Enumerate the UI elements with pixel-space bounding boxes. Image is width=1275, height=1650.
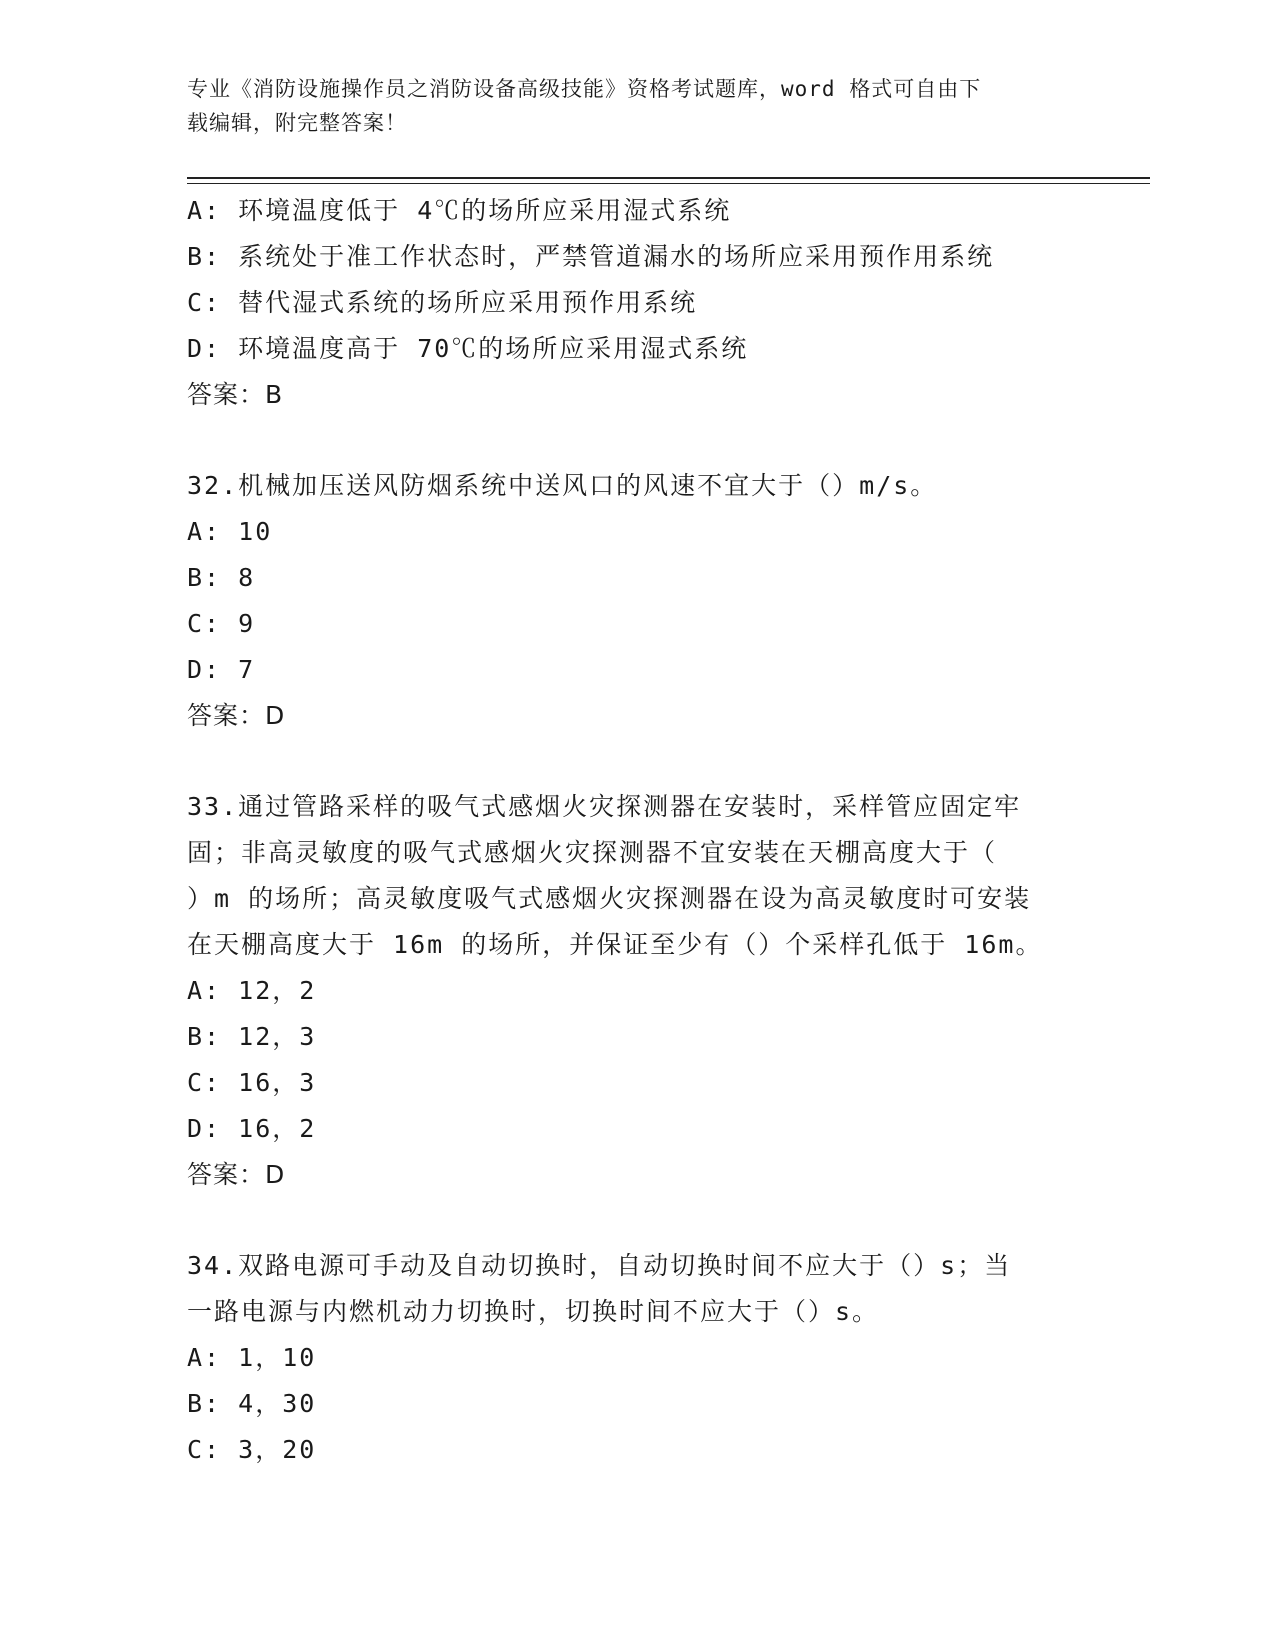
question-33: [187, 784, 1087, 1198]
question-32: [187, 463, 1087, 739]
question-text-line-1: 34.双路电源可手动及自动切换时，自动切换时间不应大于（）s；当: [187, 1251, 1012, 1280]
question-text-line-2: 一路电源与内燃机动力切换时，切换时间不应大于（）s。: [187, 1297, 880, 1326]
question-list: [187, 188, 1087, 1473]
question-text-line-4: 在天棚高度大于 16m 的场所，并保证至少有（）个采样孔低于 16m。: [187, 930, 1043, 959]
option-b: B: 4，30: [187, 1389, 317, 1418]
header-line-1: 专业《消防设施操作员之消防设备高级技能》资格考试题库，word 格式可自由下: [187, 77, 982, 101]
option-d: D: 16，2: [187, 1114, 317, 1143]
option-a: A: 12，2: [187, 976, 317, 1005]
question-31: [187, 188, 1087, 418]
answer: 答案：D: [187, 1160, 286, 1189]
question-text-line-3: ）m 的场所；高灵敏度吸气式感烟火灾探测器在设为高灵敏度时可安装: [187, 884, 1032, 913]
header-line-2: 载编辑，附完整答案！: [187, 111, 407, 135]
option-d: D: 环境温度高于 70℃的场所应采用湿式系统: [187, 334, 749, 363]
option-b: B: 系统处于准工作状态时，严禁管道漏水的场所应采用预作用系统: [187, 242, 995, 271]
question-34: [187, 1243, 1087, 1473]
option-a: A: 1，10: [187, 1343, 317, 1372]
option-a: A: 10: [187, 517, 273, 546]
option-c: C: 16，3: [187, 1068, 317, 1097]
question-text: 32.机械加压送风防烟系统中送风口的风速不宜大于（）m/s。: [187, 471, 938, 500]
header-divider-thin: [187, 183, 1150, 184]
header-divider-thick: [187, 177, 1150, 179]
option-b: B: 12，3: [187, 1022, 317, 1051]
option-b: B: 8: [187, 563, 256, 592]
option-a: A: 环境温度低于 4℃的场所应采用湿式系统: [187, 196, 732, 225]
question-text-line-2: 固；非高灵敏度的吸气式感烟火灾探测器不宜安装在天棚高度大于（: [187, 838, 998, 867]
option-c: C: 3，20: [187, 1435, 317, 1464]
option-d: D: 7: [187, 655, 256, 684]
document-header: [187, 72, 1087, 140]
answer: 答案：D: [187, 701, 286, 730]
option-c: C: 9: [187, 609, 256, 638]
question-text-line-1: 33.通过管路采样的吸气式感烟火灾探测器在安装时，采样管应固定牢: [187, 792, 1022, 821]
answer: 答案：B: [187, 380, 284, 409]
option-c: C: 替代湿式系统的场所应采用预作用系统: [187, 288, 698, 317]
